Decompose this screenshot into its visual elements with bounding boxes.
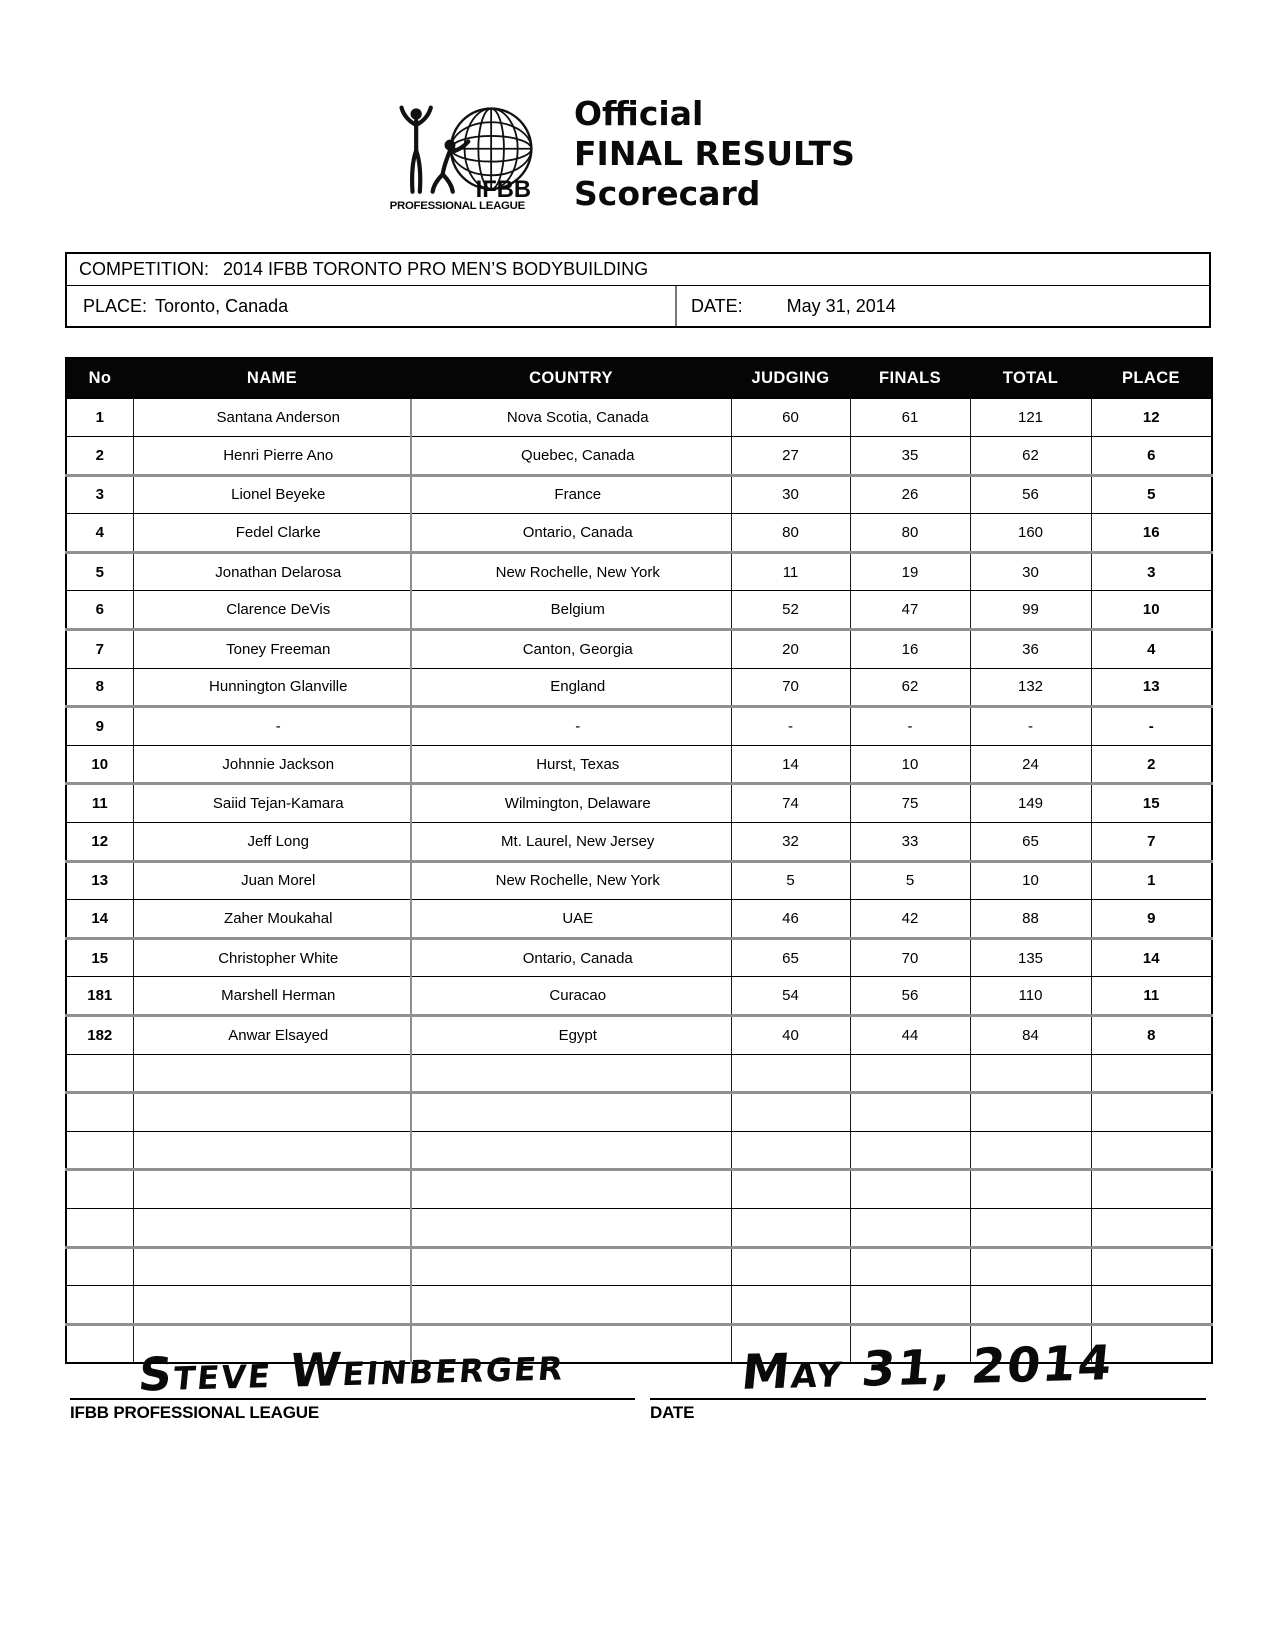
competition-row <box>67 254 1209 286</box>
cell-name: Christopher White <box>133 938 411 977</box>
cell-total <box>970 1286 1091 1325</box>
cell-finals <box>850 1247 970 1286</box>
cell-judging: 52 <box>731 591 850 630</box>
cell-judging: 32 <box>731 823 850 862</box>
date-signature-label: DATE <box>650 1403 695 1422</box>
cell-judging <box>731 1131 850 1170</box>
cell-total <box>970 1131 1091 1170</box>
cell-name <box>133 1286 411 1325</box>
cell-finals: 26 <box>850 475 970 514</box>
cell-name <box>133 1247 411 1286</box>
empty-table-row <box>66 1208 1212 1247</box>
cell-no: 4 <box>66 514 133 553</box>
table-row <box>66 591 1212 630</box>
cell-judging <box>731 1054 850 1093</box>
cell-country: - <box>411 707 731 746</box>
cell-total: 88 <box>970 900 1091 939</box>
place-date-row <box>67 286 1209 326</box>
cell-no <box>66 1054 133 1093</box>
cell-finals: 5 <box>850 861 970 900</box>
cell-no: 2 <box>66 437 133 476</box>
cell-finals: - <box>850 707 970 746</box>
cell-country <box>411 1131 731 1170</box>
cell-no: 182 <box>66 1016 133 1055</box>
cell-country: Ontario, Canada <box>411 514 731 553</box>
header-finals: FINALS <box>850 358 970 398</box>
official-signature-handwriting: Steve Weinberger <box>136 1336 568 1402</box>
cell-total: 65 <box>970 823 1091 862</box>
cell-no: 13 <box>66 861 133 900</box>
cell-total: 62 <box>970 437 1091 476</box>
cell-finals: 33 <box>850 823 970 862</box>
cell-name: Johnnie Jackson <box>133 745 411 784</box>
cell-place <box>1091 1131 1212 1170</box>
empty-table-row <box>66 1054 1212 1093</box>
cell-total <box>970 1247 1091 1286</box>
cell-total: 36 <box>970 630 1091 669</box>
cell-finals: 62 <box>850 668 970 707</box>
cell-total <box>970 1208 1091 1247</box>
cell-country: Curacao <box>411 977 731 1016</box>
table-row <box>66 823 1212 862</box>
cell-total: 30 <box>970 552 1091 591</box>
cell-place: 12 <box>1091 398 1212 437</box>
cell-no: 15 <box>66 938 133 977</box>
empty-table-row <box>66 1170 1212 1209</box>
cell-judging: 74 <box>731 784 850 823</box>
competition-value: 2014 IFBB TORONTO PRO MEN’S BODYBUILDING <box>223 259 649 279</box>
cell-finals: 56 <box>850 977 970 1016</box>
cell-place <box>1091 1054 1212 1093</box>
cell-place: 13 <box>1091 668 1212 707</box>
cell-name: Santana Anderson <box>133 398 411 437</box>
cell-judging: 40 <box>731 1016 850 1055</box>
cell-place: 8 <box>1091 1016 1212 1055</box>
cell-judging: 46 <box>731 900 850 939</box>
cell-place: 4 <box>1091 630 1212 669</box>
cell-finals: 75 <box>850 784 970 823</box>
cell-name: Juan Morel <box>133 861 411 900</box>
table-row <box>66 514 1212 553</box>
cell-name <box>133 1093 411 1132</box>
cell-finals <box>850 1093 970 1132</box>
cell-total: 56 <box>970 475 1091 514</box>
cell-finals: 16 <box>850 630 970 669</box>
cell-judging: 30 <box>731 475 850 514</box>
cell-total: 149 <box>970 784 1091 823</box>
table-row <box>66 745 1212 784</box>
table-row <box>66 977 1212 1016</box>
cell-name: Clarence DeVis <box>133 591 411 630</box>
cell-place: 10 <box>1091 591 1212 630</box>
cell-place: 1 <box>1091 861 1212 900</box>
cell-country: Egypt <box>411 1016 731 1055</box>
cell-place: 16 <box>1091 514 1212 553</box>
cell-name <box>133 1131 411 1170</box>
cell-place: 14 <box>1091 938 1212 977</box>
cell-finals: 44 <box>850 1016 970 1055</box>
ifbb-globe-athletes-icon <box>386 98 546 216</box>
cell-name: Henri Pierre Ano <box>133 437 411 476</box>
cell-name: Saiid Tejan-Kamara <box>133 784 411 823</box>
cell-total: 121 <box>970 398 1091 437</box>
cell-country <box>411 1170 731 1209</box>
cell-name: - <box>133 707 411 746</box>
cell-name: Fedel Clarke <box>133 514 411 553</box>
cell-judging <box>731 1247 850 1286</box>
header-place: PLACE <box>1091 358 1212 398</box>
cell-total <box>970 1170 1091 1209</box>
cell-country: Hurst, Texas <box>411 745 731 784</box>
cell-total <box>970 1054 1091 1093</box>
document-title <box>574 94 855 214</box>
cell-place: 5 <box>1091 475 1212 514</box>
ifbb-logo <box>386 98 546 216</box>
cell-place: 9 <box>1091 900 1212 939</box>
cell-total: 160 <box>970 514 1091 553</box>
header-total: TOTAL <box>970 358 1091 398</box>
cell-no: 6 <box>66 591 133 630</box>
cell-judging: 54 <box>731 977 850 1016</box>
table-row <box>66 630 1212 669</box>
cell-judging: 20 <box>731 630 850 669</box>
competition-info-box <box>65 252 1211 328</box>
date-handwriting: May 31, 2014 <box>739 1335 1116 1401</box>
cell-judging: 11 <box>731 552 850 591</box>
cell-finals <box>850 1131 970 1170</box>
header-country: COUNTRY <box>411 358 731 398</box>
cell-country <box>411 1054 731 1093</box>
cell-finals: 80 <box>850 514 970 553</box>
cell-country: New Rochelle, New York <box>411 861 731 900</box>
cell-country: Nova Scotia, Canada <box>411 398 731 437</box>
logo-tagline-text: PROFESSIONAL LEAGUE <box>389 200 525 213</box>
cell-finals: 35 <box>850 437 970 476</box>
header-no: No <box>66 358 133 398</box>
cell-no <box>66 1208 133 1247</box>
cell-judging <box>731 1093 850 1132</box>
cell-total: 10 <box>970 861 1091 900</box>
cell-total: 135 <box>970 938 1091 977</box>
cell-place <box>1091 1170 1212 1209</box>
cell-no: 10 <box>66 745 133 784</box>
cell-place: 6 <box>1091 437 1212 476</box>
cell-finals: 10 <box>850 745 970 784</box>
cell-country: France <box>411 475 731 514</box>
header-judging: JUDGING <box>731 358 850 398</box>
table-row <box>66 398 1212 437</box>
date-cell <box>677 286 1209 326</box>
table-row <box>66 437 1212 476</box>
cell-place <box>1091 1208 1212 1247</box>
cell-place: 2 <box>1091 745 1212 784</box>
cell-no: 181 <box>66 977 133 1016</box>
cell-place <box>1091 1247 1212 1286</box>
cell-judging: 65 <box>731 938 850 977</box>
cell-judging: 70 <box>731 668 850 707</box>
cell-country <box>411 1093 731 1132</box>
cell-no <box>66 1247 133 1286</box>
table-row <box>66 784 1212 823</box>
logo-ifbb-text: IFBB <box>475 176 532 204</box>
official-signature-label: IFBB PROFESSIONAL LEAGUE <box>70 1403 319 1422</box>
cell-total <box>970 1093 1091 1132</box>
official-signature-block <box>70 1330 635 1423</box>
cell-name: Anwar Elsayed <box>133 1016 411 1055</box>
results-table-body <box>66 398 1212 1363</box>
cell-judging: - <box>731 707 850 746</box>
cell-total: - <box>970 707 1091 746</box>
cell-no <box>66 1131 133 1170</box>
title-line-final-results: FINAL RESULTS <box>574 134 855 173</box>
cell-total: 110 <box>970 977 1091 1016</box>
cell-no <box>66 1170 133 1209</box>
cell-total: 99 <box>970 591 1091 630</box>
cell-finals: 70 <box>850 938 970 977</box>
cell-finals <box>850 1286 970 1325</box>
cell-name: Lionel Beyeke <box>133 475 411 514</box>
table-row <box>66 668 1212 707</box>
cell-judging <box>731 1170 850 1209</box>
cell-no <box>66 1093 133 1132</box>
date-signature-block <box>650 1330 1206 1423</box>
table-row <box>66 707 1212 746</box>
empty-table-row <box>66 1247 1212 1286</box>
cell-judging <box>731 1208 850 1247</box>
date-value: May 31, 2014 <box>786 295 896 316</box>
cell-name <box>133 1208 411 1247</box>
cell-judging: 60 <box>731 398 850 437</box>
cell-finals: 47 <box>850 591 970 630</box>
cell-finals <box>850 1208 970 1247</box>
cell-no: 12 <box>66 823 133 862</box>
cell-country <box>411 1247 731 1286</box>
cell-name <box>133 1170 411 1209</box>
cell-finals: 42 <box>850 900 970 939</box>
competition-label: COMPETITION: <box>79 259 209 279</box>
cell-judging <box>731 1286 850 1325</box>
cell-no <box>66 1286 133 1325</box>
cell-name: Zaher Moukahal <box>133 900 411 939</box>
empty-table-row <box>66 1093 1212 1132</box>
cell-finals: 19 <box>850 552 970 591</box>
header-name: NAME <box>133 358 411 398</box>
cell-name: Marshell Herman <box>133 977 411 1016</box>
cell-place <box>1091 1286 1212 1325</box>
table-row <box>66 552 1212 591</box>
cell-judging: 27 <box>731 437 850 476</box>
cell-country: Ontario, Canada <box>411 938 731 977</box>
cell-name <box>133 1054 411 1093</box>
cell-country: Canton, Georgia <box>411 630 731 669</box>
table-row <box>66 938 1212 977</box>
title-line-official: Official <box>574 94 704 133</box>
cell-place: 11 <box>1091 977 1212 1016</box>
cell-country: England <box>411 668 731 707</box>
cell-country: Mt. Laurel, New Jersey <box>411 823 731 862</box>
cell-no: 11 <box>66 784 133 823</box>
place-label: PLACE: <box>83 295 148 316</box>
place-value: Toronto, Canada <box>155 295 289 316</box>
cell-total: 24 <box>970 745 1091 784</box>
cell-name: Hunnington Glanville <box>133 668 411 707</box>
table-row <box>66 1016 1212 1055</box>
empty-table-row <box>66 1286 1212 1325</box>
cell-place: 15 <box>1091 784 1212 823</box>
cell-finals <box>850 1170 970 1209</box>
cell-name: Toney Freeman <box>133 630 411 669</box>
cell-no: 5 <box>66 552 133 591</box>
cell-judging: 14 <box>731 745 850 784</box>
cell-no: 14 <box>66 900 133 939</box>
cell-country: New Rochelle, New York <box>411 552 731 591</box>
cell-finals <box>850 1054 970 1093</box>
cell-country <box>411 1286 731 1325</box>
cell-no: 8 <box>66 668 133 707</box>
place-cell <box>67 286 677 326</box>
cell-name: Jeff Long <box>133 823 411 862</box>
cell-place: 3 <box>1091 552 1212 591</box>
cell-place: - <box>1091 707 1212 746</box>
cell-country <box>411 1208 731 1247</box>
cell-judging: 5 <box>731 861 850 900</box>
cell-country: UAE <box>411 900 731 939</box>
table-row <box>66 475 1212 514</box>
table-header-row <box>66 358 1212 398</box>
empty-table-row <box>66 1131 1212 1170</box>
table-row <box>66 900 1212 939</box>
cell-name: Jonathan Delarosa <box>133 552 411 591</box>
cell-finals: 61 <box>850 398 970 437</box>
cell-total: 84 <box>970 1016 1091 1055</box>
results-table <box>65 357 1213 1364</box>
cell-country: Quebec, Canada <box>411 437 731 476</box>
cell-place: 7 <box>1091 823 1212 862</box>
cell-place <box>1091 1093 1212 1132</box>
cell-no: 1 <box>66 398 133 437</box>
cell-total: 132 <box>970 668 1091 707</box>
title-line-scorecard: Scorecard <box>574 174 761 213</box>
date-label: DATE: <box>691 295 743 316</box>
cell-judging: 80 <box>731 514 850 553</box>
cell-country: Wilmington, Delaware <box>411 784 731 823</box>
cell-country: Belgium <box>411 591 731 630</box>
cell-no: 7 <box>66 630 133 669</box>
cell-no: 9 <box>66 707 133 746</box>
table-row <box>66 861 1212 900</box>
cell-no: 3 <box>66 475 133 514</box>
